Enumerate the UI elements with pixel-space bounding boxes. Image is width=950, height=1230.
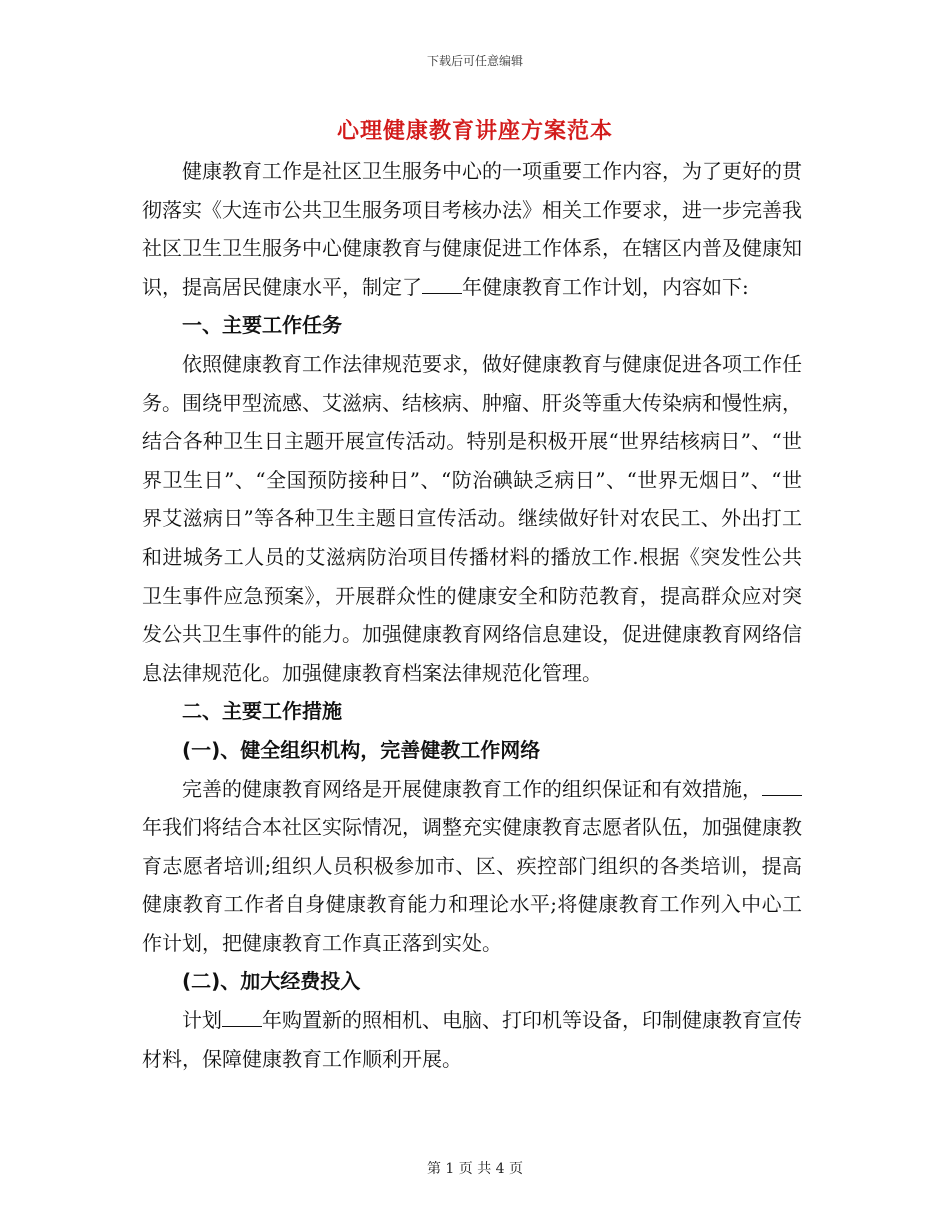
subsection1-text-a: 完善的健康教育网络是开展健康教育工作的组织保证和有效措施，	[182, 776, 762, 801]
document-body	[142, 152, 802, 1078]
blank-line	[422, 275, 462, 294]
subsection2-text-b: 年购置新的照相机、电脑、打印机等设备，印制健康教育宣传材料，保障健康教育工作顺利开展。	[142, 1008, 802, 1071]
header-note: 下载后可任意编辑	[426, 54, 523, 68]
section1-heading: 一、主要工作任务	[182, 313, 342, 338]
section1-paragraph: 依照健康教育工作法律规范要求，做好健康教育与健康促进各项工作任务。围绕甲型流感、艾滋病、结核病、肿瘤、肝炎等重大传染病和慢性病，结合各种卫生日主题开展宣传活动。特别是积极开展“世界结核病日”、“世界卫生日”、“全国预防接种日”、“防治碘缺乏病日”、“世界无烟日”、“世界艾滋病日”等各种卫生主题日宣传活动。继续做好针对农民工、外出打工和进城务工人员的艾滋病防治项目传播材料的播放工作.根据《突发性公共卫生事件应急预案》，开展群众性的健康安全和防范教育，提高群众应对突发公共卫生事件的能力。加强健康教育网络信息建设，促进健康教育网络信息法律规范化。加强健康教育档案法律规范化管理。	[142, 351, 802, 685]
subsection2-heading: (二)、加大经费投入	[182, 969, 361, 994]
intro-paragraph	[142, 152, 802, 306]
document-title: 心理健康教育讲座方案范本	[336, 119, 613, 144]
subsection1-paragraph	[142, 770, 802, 963]
section2-heading: 二、主要工作措施	[182, 699, 342, 724]
page-footer: 第 1 页 共 4 页	[426, 1161, 524, 1177]
subsection2-paragraph	[142, 1001, 802, 1078]
subsection1-text-b: 年我们将结合本社区实际情况，调整充实健康教育志愿者队伍，加强健康教育志愿者培训;组织人员积极参加市、区、疾控部门组织的各类培训，提高健康教育工作者自身健康教育能力和理论水平;将健康教育工作列入中心工作计划，把健康教育工作真正落到实处。	[142, 815, 802, 955]
blank-line	[762, 777, 802, 796]
subsection1-heading: (一)、健全组织机构，完善健教工作网络	[182, 737, 541, 762]
subsection2-text-a: 计划	[182, 1008, 222, 1033]
intro-text-b: 年健康教育工作计划，内容如下:	[462, 274, 749, 299]
intro-text-a: 健康教育工作是社区卫生服务中心的一项重要工作内容，为了更好的贯彻落实《大连市公共卫生服务项目考核办法》相关工作要求，进一步完善我社区卫生卫生服务中心健康教育与健康促进工作体系，在辖区内普及健康知识，提高居民健康水平，制定了	[142, 159, 802, 299]
blank-line	[222, 1008, 262, 1027]
